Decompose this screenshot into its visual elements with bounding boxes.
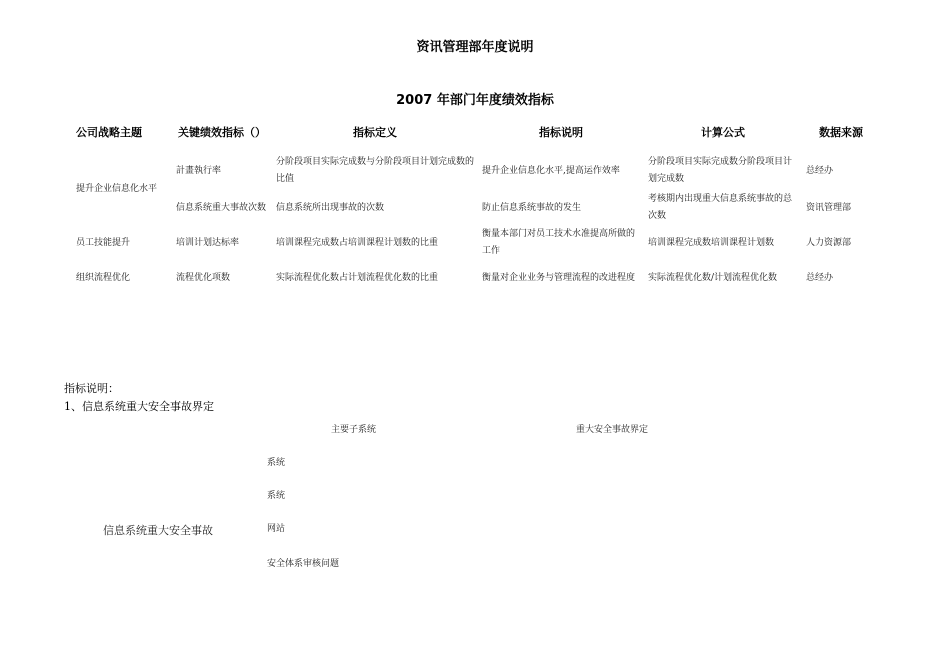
table-row	[72, 260, 880, 296]
header-data-source: 数据来源	[819, 126, 863, 139]
cell-formula: 考核期内出现重大信息系统事故的总次数	[648, 194, 793, 221]
cell-description: 衡量本部门对员工技术水准提高所做的工作	[482, 229, 636, 256]
cell-description: 衡量对企业业务与管理流程的改进程度	[482, 272, 636, 283]
notes-item-1: 1、信息系统重大安全事故界定	[64, 400, 214, 413]
header-strategy-theme: 公司战略主题	[76, 126, 142, 139]
document-title: 资讯管理部年度说明	[416, 40, 534, 55]
table-title: 2007 年部门年度绩效指标	[396, 93, 554, 108]
cell-definition: 分阶段项目实际完成数与分阶段项目计划完成数的比值	[276, 157, 475, 184]
cell-kpi: 計畫執行率	[176, 165, 222, 176]
header-kpi: 关键绩效指标（）	[178, 126, 266, 139]
incident-category-label: 信息系统重大安全事故	[103, 524, 213, 537]
table-row	[72, 190, 880, 226]
cell-kpi: 信息系统重大事故次数	[176, 202, 267, 213]
cell-source: 总经办	[806, 165, 834, 176]
cell-source: 资讯管理部	[806, 202, 852, 213]
table-row	[72, 226, 880, 260]
cell-definition: 培训课程完成数占培训课程计划数的比重	[276, 237, 439, 248]
cell-description: 提升企业信息化水平,提高运作效率	[482, 165, 620, 176]
incident-definition-column-header: 重大安全事故界定	[576, 425, 649, 435]
cell-definition: 信息系统所出现事故的次数	[276, 202, 385, 213]
kpi-table	[72, 114, 880, 296]
cell-theme: 提升企业信息化水平	[76, 183, 158, 194]
table-header-row	[72, 114, 880, 152]
cell-kpi: 培训计划达标率	[176, 237, 240, 248]
subsystem-item: 网站	[267, 524, 286, 534]
cell-formula: 培训课程完成数培训课程计划数	[648, 237, 775, 248]
cell-kpi: 流程优化项数	[176, 272, 231, 283]
table-row	[72, 152, 880, 190]
cell-source: 总经办	[806, 272, 834, 283]
cell-description: 防止信息系统事故的发生	[482, 202, 582, 213]
subsystem-item: 安全体系审核问题	[267, 559, 340, 569]
header-definition: 指标定义	[353, 126, 397, 139]
cell-theme: 员工技能提升	[76, 237, 131, 248]
subsystem-item: 系统	[267, 458, 286, 468]
cell-source: 人力资源部	[806, 237, 852, 248]
subsystem-column-header: 主要子系统	[331, 425, 377, 435]
cell-definition: 实际流程优化数占计划流程优化数的比重	[276, 272, 439, 283]
notes-heading: 指标说明：	[64, 382, 119, 395]
cell-formula: 分阶段项目实际完成数分阶段项目计划完成数	[648, 157, 793, 184]
header-description: 指标说明	[539, 126, 583, 139]
subsystem-item: 系统	[267, 491, 286, 501]
cell-formula: 实际流程优化数/计划流程优化数	[648, 272, 778, 283]
cell-theme: 组织流程优化	[76, 272, 131, 283]
header-formula: 计算公式	[701, 126, 745, 139]
